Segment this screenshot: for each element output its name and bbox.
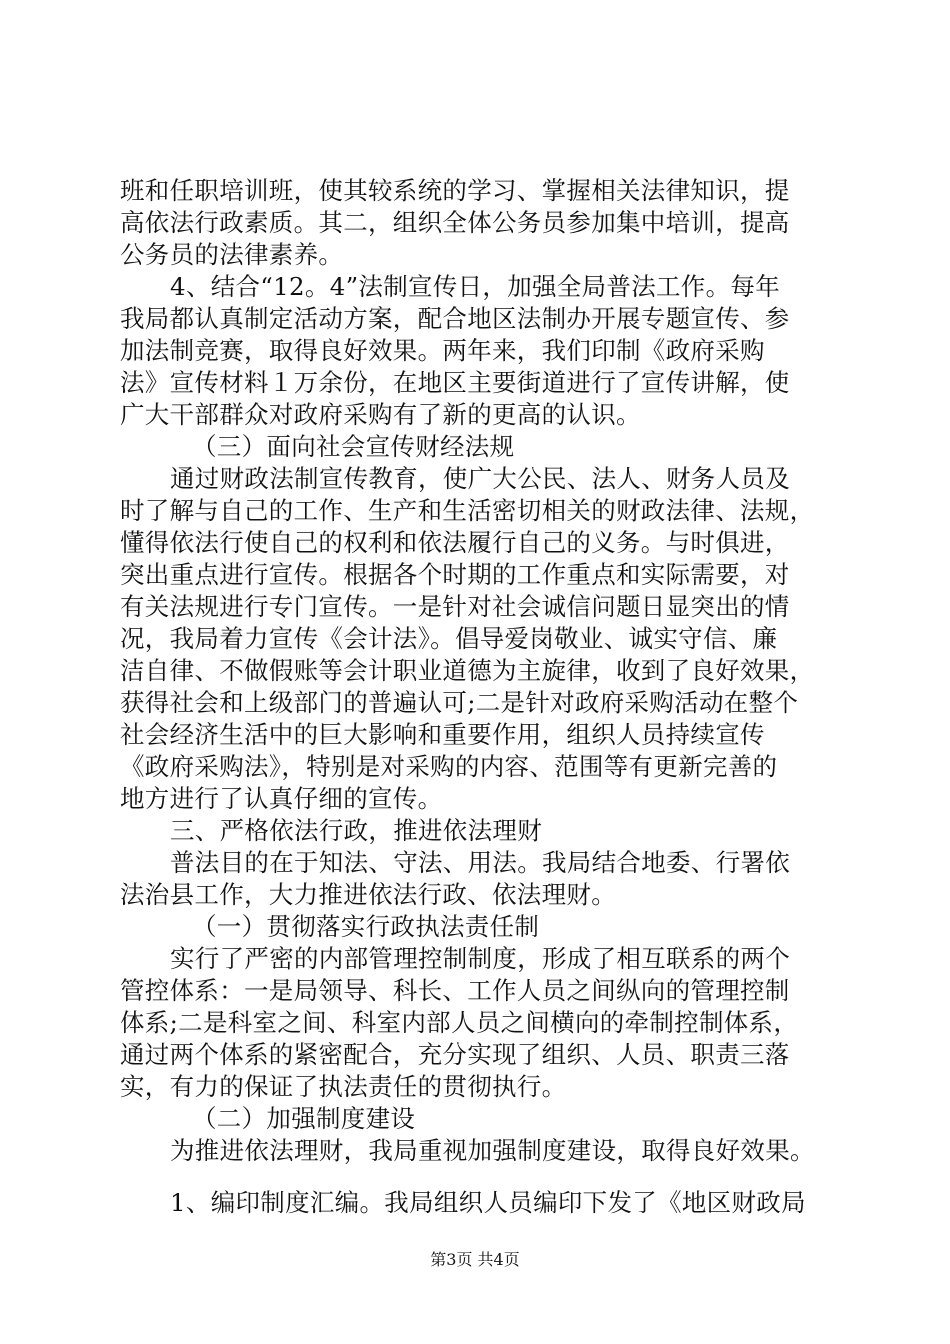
text-line: 班和任职培训班，使其较系统的学习、掌握相关法律知识，提 xyxy=(120,176,790,205)
text-line: 法治县工作，大力推进依法行政、依法理财。 xyxy=(120,880,616,909)
page-footer: 第3页 共4页 xyxy=(430,1250,520,1269)
text-line: 体系;二是科室之间、科室内部人员之间横向的牵制控制体系， xyxy=(120,1008,799,1037)
text-line: 《政府采购法》，特别是对采购的内容、范围等有更新完善的 xyxy=(120,752,778,781)
paragraph-start: 通过财政法制宣传教育，使广大公民、法人、财务人员及 xyxy=(170,464,790,493)
paragraph-start: 4、结合“12。4”法制宣传日，加强全局普法工作。每年 xyxy=(170,272,780,301)
text-line: 地方进行了认真仔细的宣传。 xyxy=(120,784,443,813)
text-line: 洁自律、不做假账等会计职业道德为主旋律，收到了良好效果， xyxy=(120,656,815,685)
paragraph-gap xyxy=(120,1167,832,1187)
section-heading: 三、严格依法行政，推进依法理财 xyxy=(170,816,542,845)
text-line: 我局都认真制定活动方案，配合地区法制办开展专题宣传、参 xyxy=(120,304,790,333)
text-line: 时了解与自己的工作、生产和生活密切相关的财政法律、法规， xyxy=(120,496,815,525)
text-line: 实，有力的保证了执法责任的贯彻执行。 xyxy=(120,1072,567,1101)
paragraph-start: 普法目的在于知法、守法、用法。我局结合地委、行署依 xyxy=(170,848,790,877)
paragraph-start: 实行了严密的内部管理控制制度，形成了相互联系的两个 xyxy=(170,944,790,973)
text-line: 加法制竞赛，取得良好效果。两年来，我们印制《政府采购 xyxy=(120,336,765,365)
text-line: 有关法规进行专门宣传。一是针对社会诚信问题日显突出的情 xyxy=(120,592,790,621)
paragraph-start: 1、编印制度汇编。我局组织人员编印下发了《地区财政局 xyxy=(170,1188,806,1217)
text-line: 获得社会和上级部门的普遍认可;二是针对政府采购活动在整个 xyxy=(120,688,799,717)
body-text xyxy=(120,175,832,1219)
section-heading: （二）加强制度建设 xyxy=(192,1104,416,1133)
section-heading: （一）贯彻落实行政执法责任制 xyxy=(192,912,540,941)
text-line: 管控体系：一是局领导、科长、工作人员之间纵向的管理控制 xyxy=(120,976,790,1005)
text-line: 通过两个体系的紧密配合，充分实现了组织、人员、职责三落 xyxy=(120,1040,790,1069)
text-line: 况，我局着力宣传《会计法》。倡导爱岗敬业、诚实守信、廉 xyxy=(120,624,778,653)
text-line: 懂得依法行使自己的权利和依法履行自己的义务。与时俱进， xyxy=(120,528,790,557)
text-line: 广大干部群众对政府采购有了新的更高的认识。 xyxy=(120,400,641,429)
text-line: 社会经济生活中的巨大影响和重要作用，组织人员持续宣传 xyxy=(120,720,765,749)
text-line: 高依法行政素质。其二，组织全体公务员参加集中培训，提高 xyxy=(120,208,790,237)
section-heading: （三）面向社会宣传财经法规 xyxy=(192,432,515,461)
paragraph-start: 为推进依法理财，我局重视加强制度建设，取得良好效果。 xyxy=(170,1136,815,1165)
text-line: 公务员的法律素养。 xyxy=(120,240,344,269)
text-line: 突出重点进行宣传。根据各个时期的工作重点和实际需要，对 xyxy=(120,560,790,589)
text-line: 法》宣传材料１万余份，在地区主要街道进行了宣传讲解，使 xyxy=(120,368,790,397)
